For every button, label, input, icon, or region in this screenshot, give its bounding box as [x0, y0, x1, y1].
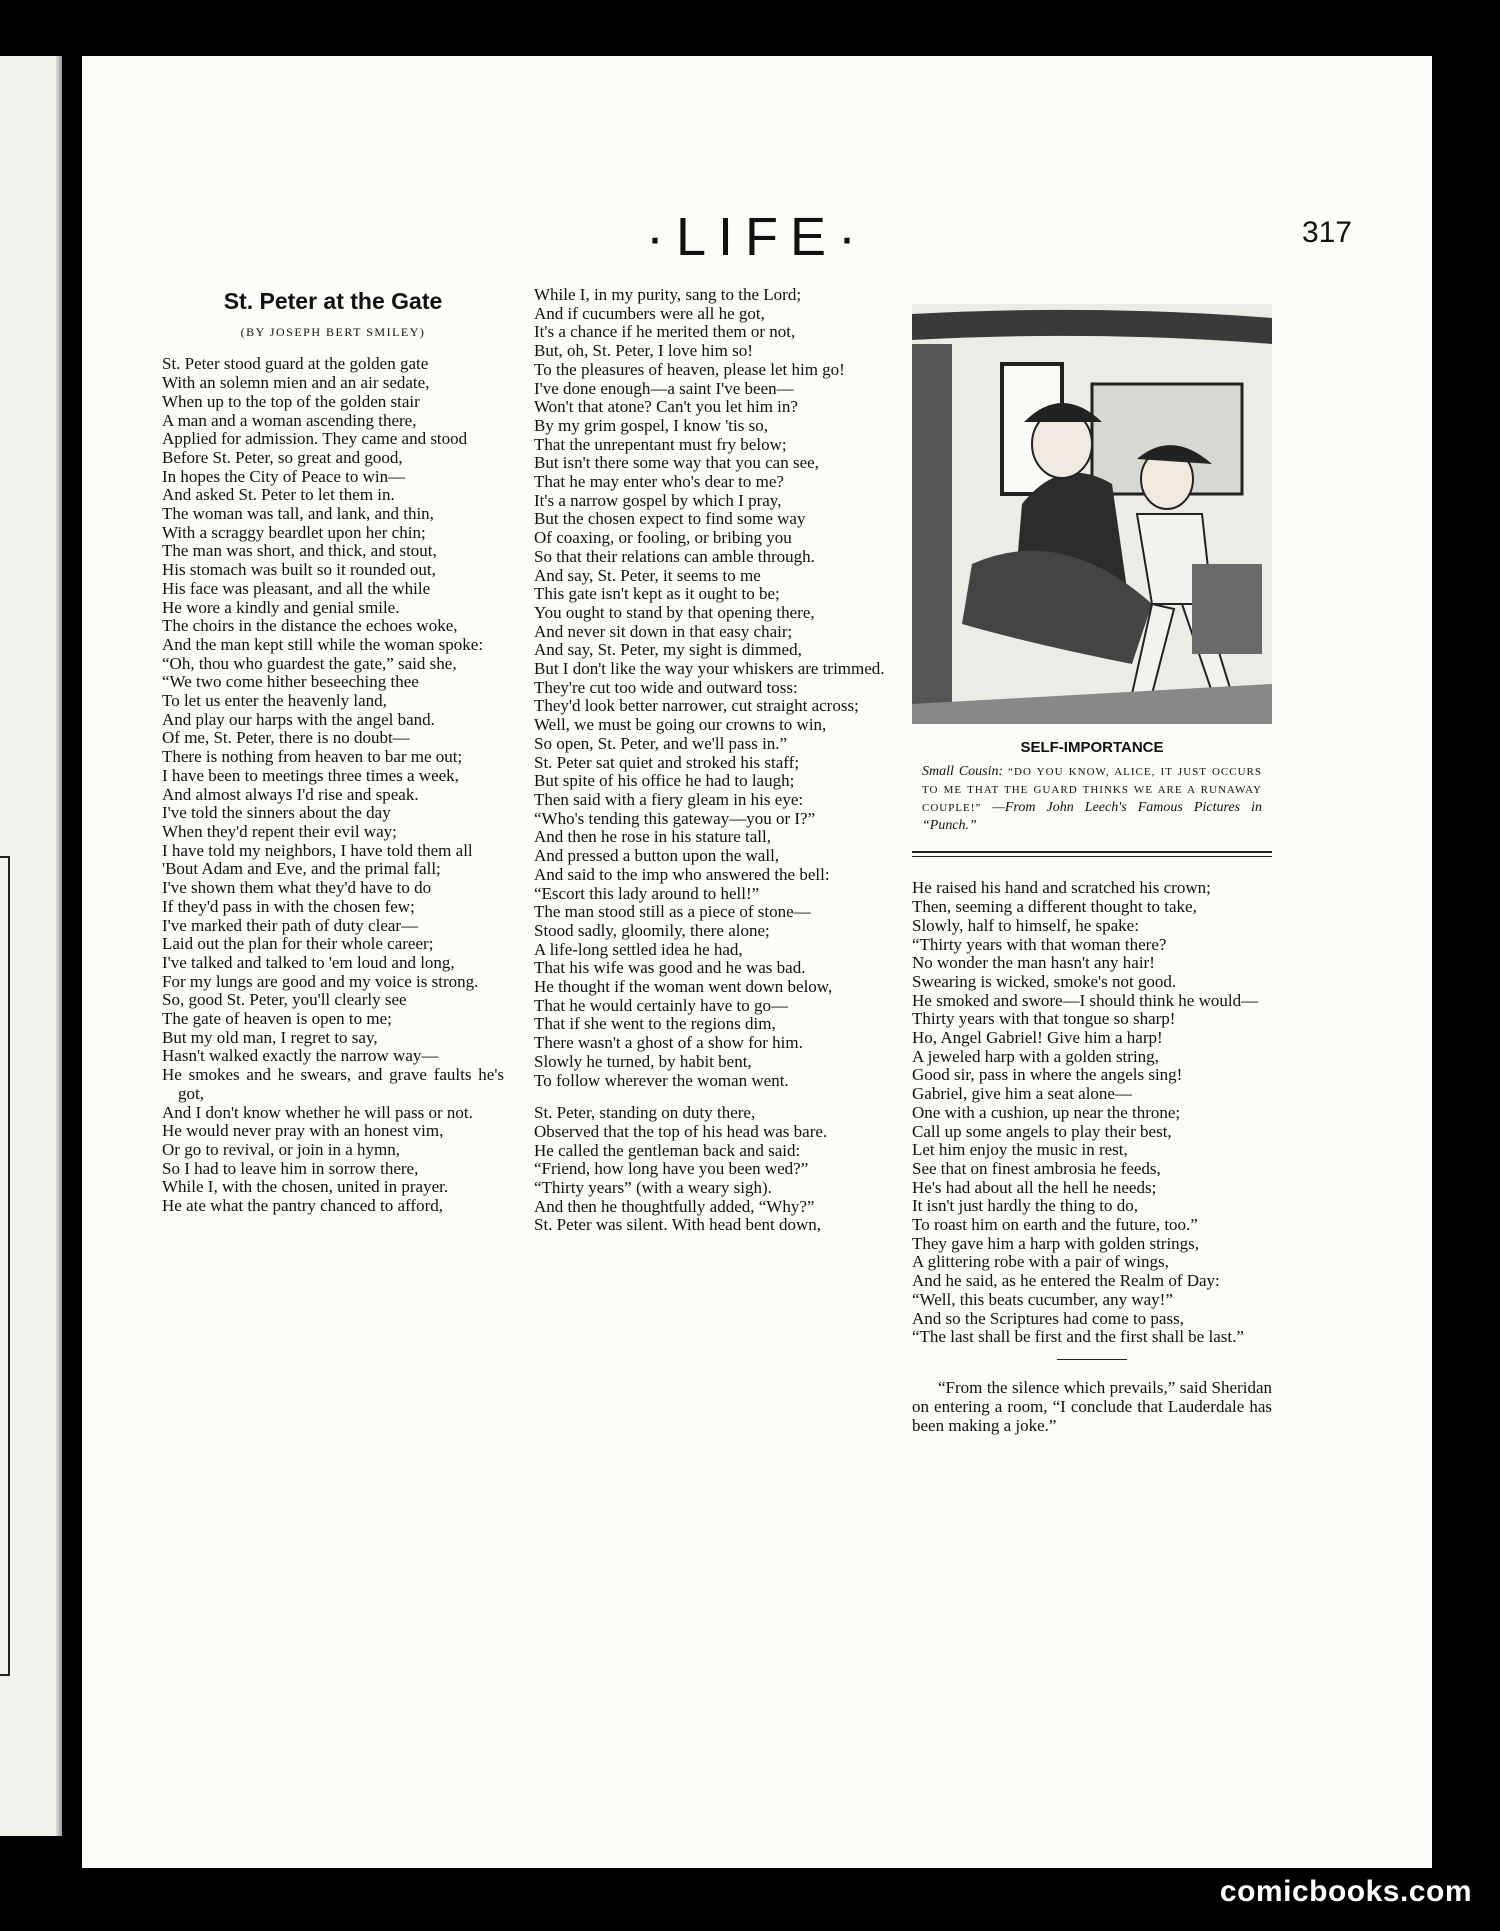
page-gutter: [56, 56, 62, 1836]
poem-line: The woman was tall, and lank, and thin,: [162, 504, 434, 524]
poem-line: “Thirty years” (with a weary sigh).: [534, 1178, 772, 1198]
poem-line: It's a chance if he merited them or not,: [534, 322, 796, 342]
poem-line: They're cut too wide and outward toss:: [534, 677, 798, 697]
poem-line: For my lungs are good and my voice is strong.: [162, 971, 479, 991]
illustration-caption: [912, 763, 1272, 835]
poem-line: While I, in my purity, sang to the Lord;: [534, 285, 802, 304]
poem-line: He wore a kindly and genial smile.: [162, 597, 400, 617]
poem-line: Before St. Peter, so great and good,: [162, 447, 403, 467]
poem-line: There is nothing from heaven to bar me out;: [162, 747, 463, 767]
poem-line: The gate of heaven is open to me;: [162, 1009, 392, 1029]
poem-line: And play our harps with the angel band.: [162, 709, 435, 729]
poem-line: Call up some angels to play their best,: [912, 1121, 1172, 1141]
caption-source: —From John Leech's Famous Pictures in “Punch.”: [922, 800, 1263, 834]
poem-line: So open, St. Peter, and we'll pass in.”: [534, 733, 788, 753]
column-1: [162, 286, 504, 1216]
poem-line: The man stood still as a piece of stone—: [534, 902, 811, 922]
poem-line: No wonder the man hasn't any hair!: [912, 953, 1155, 973]
poem-line: “Escort this lady around to hell!”: [534, 883, 760, 903]
poem-line: Then, seeming a different thought to take,: [912, 897, 1197, 917]
poem-line: Good sir, pass in where the angels sing!: [912, 1065, 1183, 1085]
poem-line: To follow wherever the woman went.: [534, 1070, 789, 1090]
poem-line: “Thirty years with that woman there?: [912, 934, 1167, 954]
poem-line: Applied for admission. They came and stood: [162, 429, 468, 449]
poem-line: And pressed a button upon the wall,: [534, 846, 780, 866]
poem-line: A man and a woman ascending there,: [162, 410, 417, 430]
poem-line: And then he rose in his stature tall,: [534, 827, 772, 847]
poem-line: That the unrepentant must fry below;: [534, 434, 787, 454]
magazine-page: [82, 56, 1432, 1868]
poem-line: You ought to stand by that opening there,: [534, 602, 815, 622]
poem-line: He ate what the pantry chanced to afford,: [162, 1196, 444, 1216]
poem-line: But, oh, St. Peter, I love him so!: [534, 341, 753, 361]
poem-line: St. Peter was silent. With head bent down,: [534, 1215, 822, 1235]
poem-line: But I don't like the way your whiskers are trimmed.: [534, 659, 885, 679]
poem-line: Let him enjoy the music in rest,: [912, 1140, 1128, 1160]
poem-line: And said to the imp who answered the bell:: [534, 864, 830, 884]
poem-line: By my grim gospel, I know 'tis so,: [534, 415, 768, 435]
poem-line: “Who's tending this gateway—you or I?”: [534, 808, 816, 828]
poem-line: I've shown them what they'd have to do: [162, 878, 432, 898]
poem-line: That his wife was good and he was bad.: [534, 958, 806, 978]
poem-line: But isn't there some way that you can see,: [534, 453, 819, 473]
carriage-seat: [1192, 564, 1262, 654]
poem-line: I have been to meetings three times a week,: [162, 765, 459, 785]
poem-line: That he would certainly have to go—: [534, 995, 788, 1015]
poem-line: His stomach was built so it rounded out,: [162, 560, 436, 580]
masthead: ·LIFE·: [645, 207, 868, 267]
poem-line: Slowly, half to himself, he spake:: [912, 915, 1139, 935]
poem-line: To let us enter the heavenly land,: [162, 691, 387, 711]
poem-line: It's a narrow gospel by which I pray,: [534, 490, 782, 510]
poem-line: And then he thoughtfully added, “Why?”: [534, 1196, 815, 1216]
column-2: [534, 286, 889, 1235]
poem-line: And never sit down in that easy chair;: [534, 621, 793, 641]
poem-line: I've done enough—a saint I've been—: [534, 378, 794, 398]
poem-line: His face was pleasant, and all the while: [162, 578, 431, 598]
caption-speaker: Small Cousin:: [922, 764, 1004, 780]
poem-line: He's had about all the hell he needs;: [912, 1177, 1157, 1197]
poem-line: Won't that atone? Can't you let him in?: [534, 397, 798, 417]
poem-line: “Friend, how long have you been wed?”: [534, 1159, 809, 1179]
poem-line: He called the gentleman back and said:: [534, 1140, 801, 1160]
poem-line: That he may enter who's dear to me?: [534, 472, 784, 492]
stanza-break: [534, 1090, 889, 1104]
poem-line: Slowly he turned, by habit bent,: [534, 1051, 752, 1071]
short-divider: [1057, 1359, 1127, 1360]
poem-line: To roast him on earth and the future, too.”: [912, 1215, 1198, 1235]
poem-line: But the chosen expect to find some way: [534, 509, 806, 529]
poem-line: But my old man, I regret to say,: [162, 1027, 378, 1047]
poem-line: And say, St. Peter, my sight is dimmed,: [534, 640, 802, 660]
poem-line: With a scraggy beardlet upon her chin;: [162, 522, 426, 542]
poem-line: And asked St. Peter to let them in.: [162, 485, 395, 505]
poem-line: And say, St. Peter, it seems to me: [534, 565, 761, 585]
illustration-title: SELF-IMPORTANCE: [1020, 738, 1164, 756]
previous-page-border: [0, 856, 10, 1676]
poem-line: Of me, St. Peter, there is no doubt—: [162, 728, 410, 748]
poem-line: “The last shall be first and the first shall be last.”: [912, 1327, 1244, 1347]
page-number: 317: [1301, 216, 1352, 249]
poem-line: Ho, Angel Gabriel! Give him a harp!: [912, 1028, 1163, 1048]
poem-line: Stood sadly, gloomily, there alone;: [534, 920, 770, 940]
poem-line: A glittering robe with a pair of wings,: [912, 1252, 1169, 1272]
poem-line: I've told the sinners about the day: [162, 803, 391, 823]
poem-line: He smokes and he swears, and grave faults he's got,: [162, 1065, 504, 1103]
poem-line: They gave him a harp with golden strings,: [912, 1233, 1200, 1253]
poem-line: St. Peter sat quiet and stroked his staff;: [534, 752, 800, 772]
poem-line: When up to the top of the golden stair: [162, 391, 420, 411]
section-divider: [912, 851, 1272, 857]
poem-column-1: [162, 355, 504, 1215]
poem-line: That if she went to the regions dim,: [534, 1014, 776, 1034]
poem-line: A life-long settled idea he had,: [534, 939, 743, 959]
poem-line: Then said with a fiery gleam in his eye:: [534, 789, 804, 809]
poem-line: Thirty years with that tongue so sharp!: [912, 1009, 1176, 1029]
anecdote: “From the silence which prevails,” said Sheridan on entering a room, “I conclude that Lauderdale has been making a joke.”: [912, 1377, 1272, 1435]
poem-line: So I had to leave him in sorrow there,: [162, 1158, 419, 1178]
poem-line: Well, we must be going our crowns to win,: [534, 715, 827, 735]
poem-line: He raised his hand and scratched his crown;: [912, 878, 1211, 898]
poem-line: And he said, as he entered the Realm of Day:: [912, 1271, 1220, 1291]
illustration: [912, 304, 1272, 724]
poem-column-2: [534, 286, 889, 1235]
poem-line: Observed that the top of his head was bare.: [534, 1121, 828, 1141]
poem-line: This gate isn't kept as it ought to be;: [534, 584, 780, 604]
poem-line: He smoked and swore—I should think he would—: [912, 990, 1259, 1010]
poem-byline: (BY JOSEPH BERT SMILEY): [240, 324, 426, 339]
poem-line: But spite of his office he had to laugh;: [534, 771, 795, 791]
poem-line: Laid out the plan for their whole career;: [162, 934, 434, 954]
poem-line: He would never pray with an honest vim,: [162, 1121, 444, 1141]
poem-line: In hopes the City of Peace to win—: [162, 466, 406, 486]
poem-line: And I don't know whether he will pass or not.: [162, 1102, 473, 1122]
poem-line: See that on finest ambrosia he feeds,: [912, 1158, 1161, 1178]
carriage-door: [912, 344, 952, 724]
poem-line: A jeweled harp with a golden string,: [912, 1046, 1159, 1066]
previous-page-edge: [0, 56, 62, 1836]
poem-column-3: [912, 879, 1272, 1347]
poem-line: So that their relations can amble through.: [534, 546, 815, 566]
poem-line: The man was short, and thick, and stout,: [162, 541, 437, 561]
caption-quote: “DO YOU KNOW, ALICE, IT JUST OCCURS TO ME THAT THE GUARD THINKS WE ARE A RUNAWAY COUPLE!”: [922, 766, 1262, 815]
poem-line: Of coaxing, or fooling, or bribing you: [534, 528, 792, 548]
poem-line: “Oh, thou who guardest the gate,” said she,: [162, 653, 457, 673]
poem-line: And if cucumbers were all he got,: [534, 303, 765, 323]
poem-line: One with a cushion, up near the throne;: [912, 1102, 1181, 1122]
poem-line: Or go to revival, or join in a hymn,: [162, 1139, 400, 1159]
poem-line: And almost always I'd rise and speak.: [162, 784, 419, 804]
watermark: comicbooks.com: [1219, 1875, 1472, 1908]
poem-line: It isn't just hardly the thing to do,: [912, 1196, 1138, 1216]
poem-title: St. Peter at the Gate: [223, 288, 443, 314]
poem-line: Gabriel, give him a seat alone—: [912, 1084, 1132, 1104]
column-3: [912, 286, 1272, 1435]
poem-line: I've marked their path of duty clear—: [162, 915, 419, 935]
poem-line: There wasn't a ghost of a show for him.: [534, 1033, 803, 1053]
poem-line: St. Peter, standing on duty there,: [534, 1103, 756, 1123]
poem-line: “Well, this beats cucumber, any way!”: [912, 1289, 1173, 1309]
poem-line: And so the Scriptures had come to pass,: [912, 1308, 1184, 1328]
poem-line: St. Peter stood guard at the golden gate: [162, 354, 429, 374]
poem-line: 'Bout Adam and Eve, and the primal fall;: [162, 859, 441, 879]
poem-line: And the man kept still while the woman spoke:: [162, 634, 484, 654]
poem-line: They'd look better narrower, cut straight across;: [534, 696, 859, 716]
poem-line: I have told my neighbors, I have told them all: [162, 840, 473, 860]
poem-line: With an solemn mien and an air sedate,: [162, 373, 430, 393]
poem-line: To the pleasures of heaven, please let him go!: [534, 359, 845, 379]
poem-line: Swearing is wicked, smoke's not good.: [912, 971, 1177, 991]
poem-line: While I, with the chosen, united in prayer.: [162, 1177, 449, 1197]
poem-line: If they'd pass in with the chosen few;: [162, 896, 415, 916]
poem-line: I've talked and talked to 'em loud and long,: [162, 952, 455, 972]
poem-line: “We two come hither beseeching thee: [162, 672, 419, 692]
poem-line: So, good St. Peter, you'll clearly see: [162, 990, 407, 1010]
poem-line: Hasn't walked exactly the narrow way—: [162, 1046, 439, 1066]
poem-line: The choirs in the distance the echoes woke,: [162, 616, 458, 636]
poem-line: He thought if the woman went down below,: [534, 977, 833, 997]
poem-line: When they'd repent their evil way;: [162, 821, 397, 841]
